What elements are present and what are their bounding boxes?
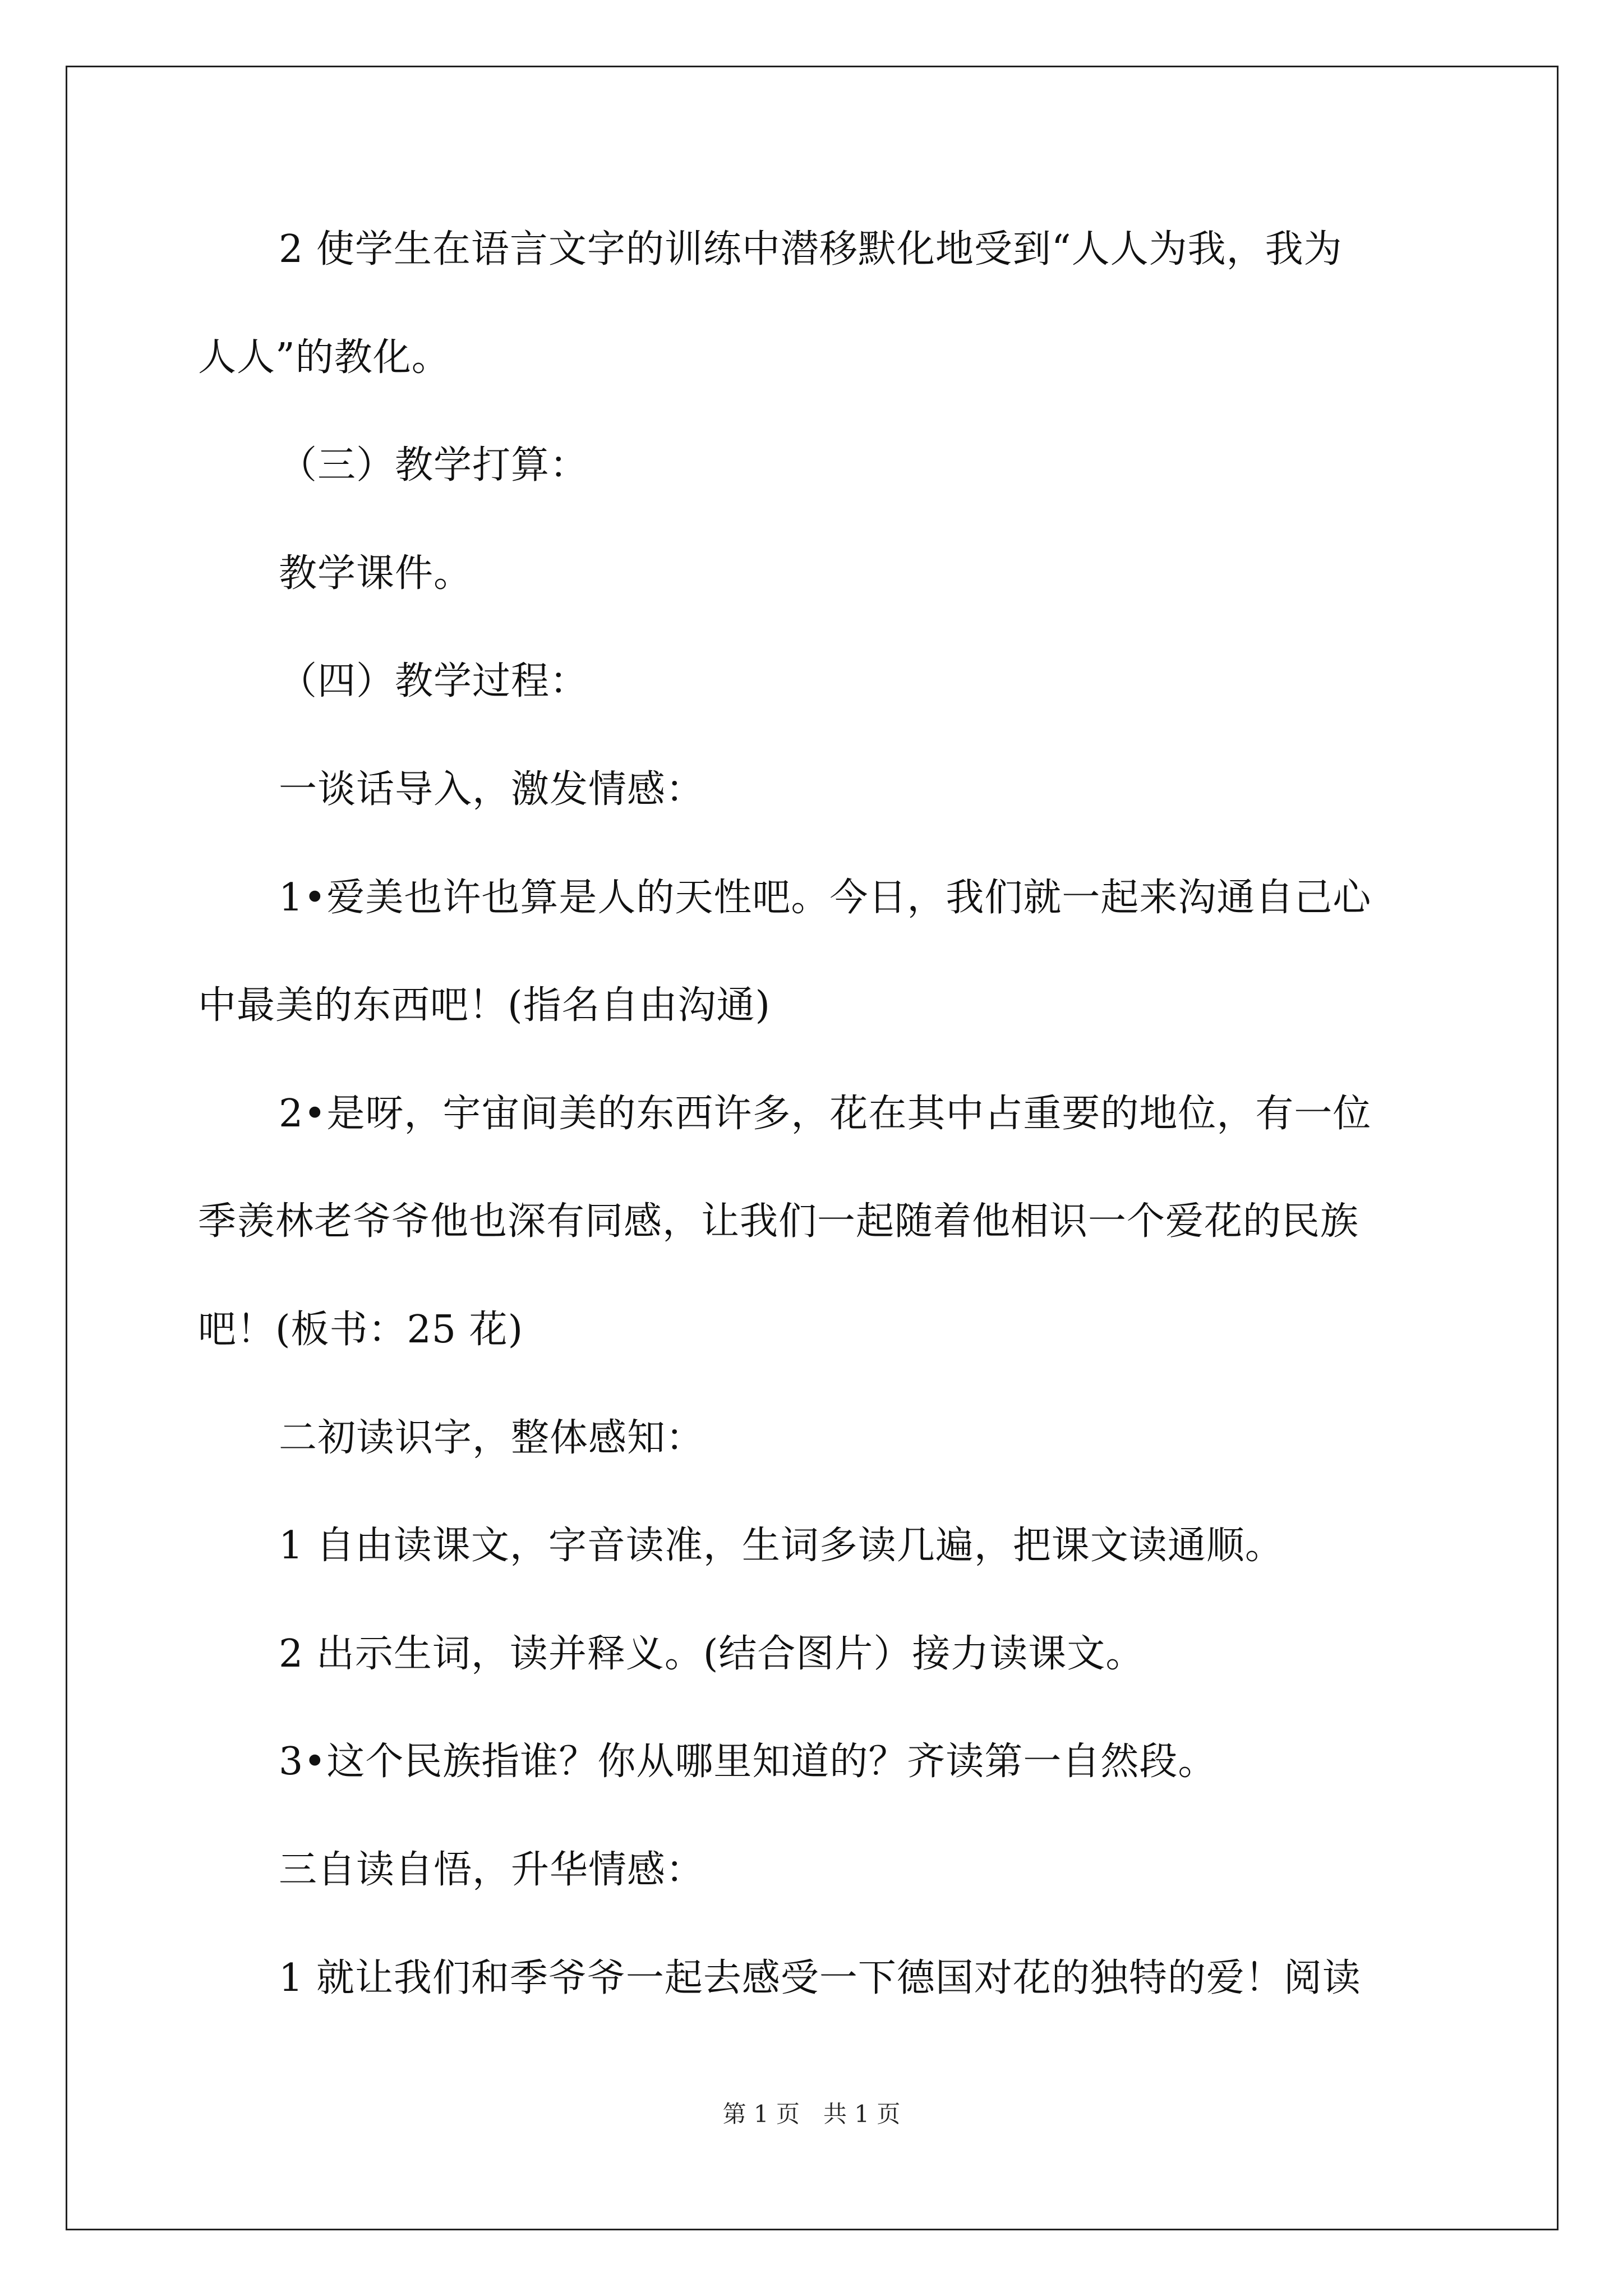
step-heading-2: 二初读识字，整体感知： [279, 1416, 705, 1460]
step-heading-3: 三自读自悟，升华情感： [279, 1848, 705, 1892]
paragraph-materials: 教学课件。 [279, 551, 473, 596]
section-heading-process: （四）教学过程： [279, 659, 589, 703]
paragraph-7-line-3: 吧！(板书：25 花) [198, 1308, 524, 1352]
paragraph-read-aloud: 1 自由读课文，字音读准，生词多读几遍，把课文读通顺。 [279, 1524, 1284, 1568]
section-heading-preparation: （三）教学打算： [279, 443, 589, 487]
paragraph-vocabulary: 2 出示生词，读并释义。(结合图片）接力读课文。 [279, 1632, 1145, 1676]
paragraph-13-line-1: 1 就让我们和季爷爷一起去感受一下德国对花的独特的爱！阅读 [279, 1956, 1361, 2000]
paragraph-6-line-2: 中最美的东西吧！(指名自由沟通) [198, 983, 771, 1028]
page-border [66, 66, 1559, 2230]
page-number-footer: 第 1 页 共 1 页 [722, 2100, 901, 2128]
paragraph-1-line-2: 人人”的教化。 [198, 335, 450, 380]
paragraph-1-line-1: 2 使学生在语言文字的训练中潜移默化地受到“人人为我，我为 [279, 227, 1343, 272]
paragraph-7-line-1: 2•是呀，宇宙间美的东西许多，花在其中占重要的地位，有一位 [279, 1092, 1372, 1136]
paragraph-question: 3•这个民族指谁？你从哪里知道的？齐读第一自然段。 [279, 1740, 1217, 1784]
step-heading-1: 一谈话导入，激发情感： [279, 767, 705, 812]
paragraph-7-line-2: 季羡林老爷爷他也深有同感，让我们一起随着他相识一个爱花的民族 [198, 1199, 1359, 1244]
paragraph-6-line-1: 1•爱美也许也算是人的天性吧。今日，我们就一起来沟通自己心 [279, 876, 1372, 920]
